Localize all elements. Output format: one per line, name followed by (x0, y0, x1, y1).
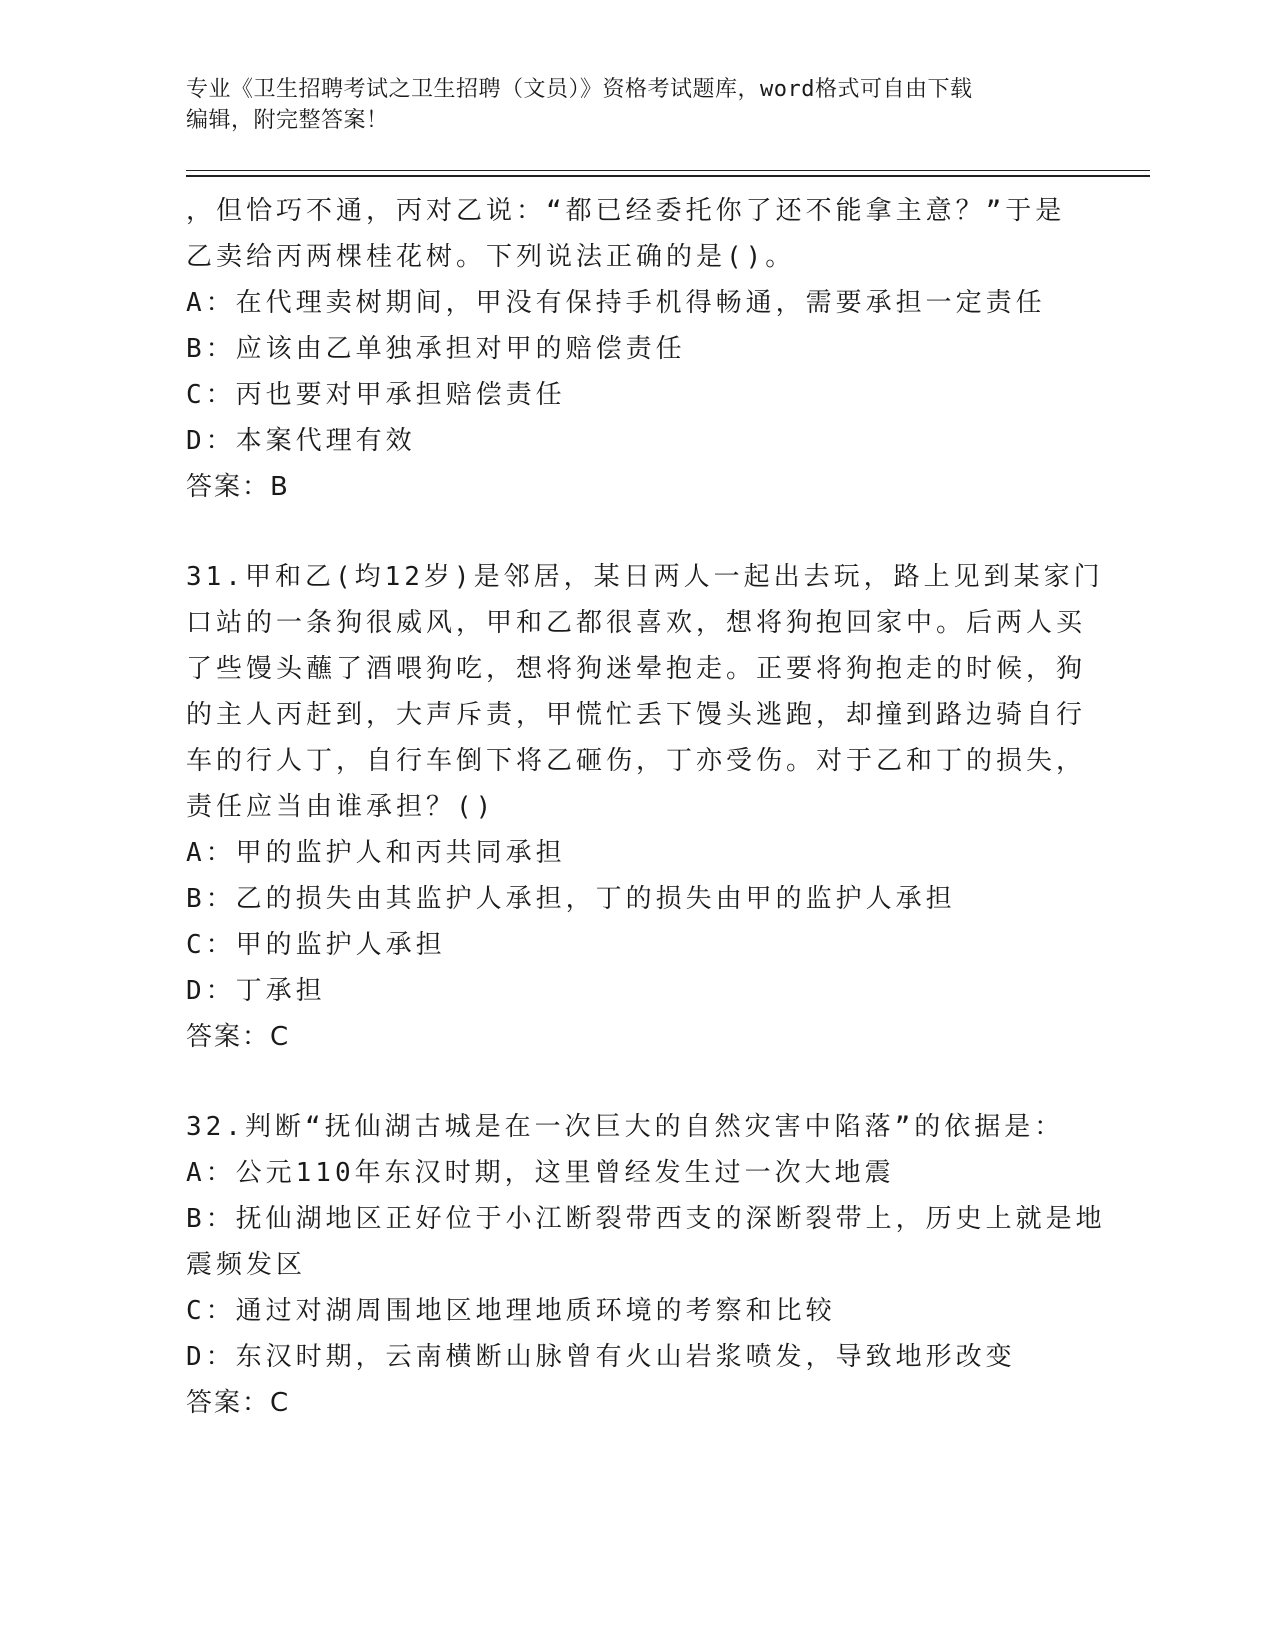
document-body (186, 188, 1106, 1426)
header-line-1: 专业《卫生招聘考试之卫生招聘（文员）》资格考试题库，word格式可自由下载 (186, 77, 973, 102)
question-text-line: 了些馒头蘸了酒喂狗吃，想将狗迷晕抱走。正要将狗抱走的时候，狗 (186, 654, 1087, 684)
question-text-line: 口站的一条狗很威风，甲和乙都很喜欢，想将狗抱回家中。后两人买 (186, 608, 1087, 638)
option-c: C：甲的监护人承担 (186, 930, 446, 960)
question-31 (186, 554, 1104, 1060)
option-c: C：通过对湖周围地区地理地质环境的考察和比较 (186, 1296, 836, 1326)
option-d: D：东汉时期，云南横断山脉曾有火山岩浆喷发，导致地形改变 (186, 1342, 1016, 1372)
question-30 (186, 188, 1066, 510)
question-text-line: 31.甲和乙(均12岁)是邻居，某日两人一起出去玩，路上见到某家门 (186, 562, 1104, 592)
question-text-line: 乙卖给丙两棵桂花树。下列说法正确的是()。 (186, 242, 796, 272)
question-text-line: 车的行人丁，自行车倒下将乙砸伤，丁亦受伤。对于乙和丁的损失， (186, 746, 1087, 776)
header-divider-thin (186, 170, 1150, 171)
option-b: B：乙的损失由其监护人承担，丁的损失由甲的监护人承担 (186, 884, 956, 914)
question-32 (186, 1104, 1106, 1426)
answer-line: 答案：C (186, 1022, 291, 1052)
page-header (186, 74, 1066, 136)
header-line-2: 编辑，附完整答案！ (186, 108, 389, 133)
option-b: B：应该由乙单独承担对甲的赔偿责任 (186, 334, 686, 364)
question-spacer (186, 510, 1066, 554)
option-a: A：在代理卖树期间，甲没有保持手机得畅通，需要承担一定责任 (186, 288, 1046, 318)
question-text-line: ，但恰巧不通，丙对乙说：“都已经委托你了还不能拿主意？”于是 (186, 196, 1066, 226)
question-text-line: 32.判断“抚仙湖古城是在一次巨大的自然灾害中陷落”的依据是： (186, 1112, 1065, 1142)
question-text-line: 责任应当由谁承担？() (186, 792, 496, 822)
option-b: B：抚仙湖地区正好位于小江断裂带西支的深断裂带上，历史上就是地 (186, 1204, 1106, 1234)
question-text-line: 的主人丙赶到，大声斥责，甲慌忙丢下馒头逃跑，却撞到路边骑自行 (186, 700, 1087, 730)
option-b-continued: 震频发区 (186, 1250, 307, 1280)
option-d: D：本案代理有效 (186, 426, 416, 456)
question-spacer (186, 1060, 1066, 1104)
option-a: A：公元110年东汉时期，这里曾经发生过一次大地震 (186, 1158, 895, 1188)
answer-line: 答案：C (186, 1388, 291, 1418)
option-a: A：甲的监护人和丙共同承担 (186, 838, 566, 868)
option-c: C：丙也要对甲承担赔偿责任 (186, 380, 566, 410)
answer-line: 答案：B (186, 472, 290, 502)
header-divider-thick (186, 175, 1150, 177)
option-d: D：丁承担 (186, 976, 326, 1006)
